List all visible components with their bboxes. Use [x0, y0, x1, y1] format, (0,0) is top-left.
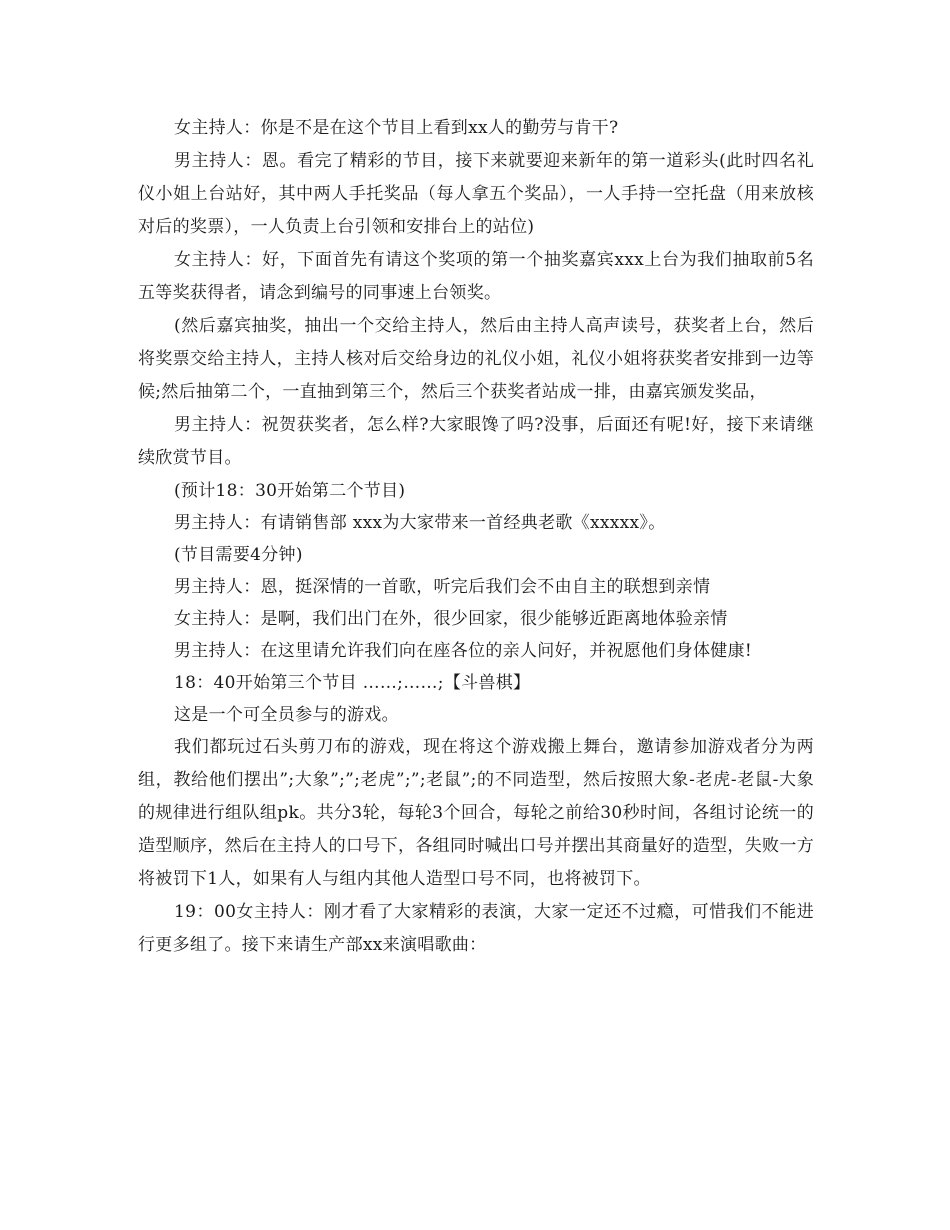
paragraph-5: 男主持人：祝贺获奖者，怎么样?大家眼馋了吗?没事，后面还有呢!好，接下来请继续欣赏节目。	[138, 415, 814, 468]
paragraph-13: 这是一个可全员参与的游戏。	[174, 705, 399, 725]
paragraph-9: 男主持人：恩，挺深情的一首歌，听完后我们会不由自主的联想到亲情	[174, 577, 711, 597]
document-page	[138, 112, 814, 962]
paragraph-12: 18：40开始第三个节目 ……;……;【斗兽棋】	[174, 673, 531, 693]
paragraph-1: 女主持人：你是不是在这个节目上看到xx人的勤劳与肯干?	[174, 118, 619, 138]
paragraph-7: 男主持人：有请销售部 xxx为大家带来一首经典老歌《xxxxx》。	[174, 513, 666, 533]
paragraph-4: (然后嘉宾抽奖，抽出一个交给主持人，然后由主持人高声读号，获奖者上台，然后将奖票交给主持人，主持人核对后交给身边的礼仪小姐，礼仪小姐将获奖者安排到一边等候;然后抽第二个，一直抽到第三个，然后三个获奖者站成一排，由嘉宾颁发奖品，	[138, 316, 814, 402]
paragraph-14: 我们都玩过石头剪刀布的游戏，现在将这个游戏搬上舞台，邀请参加游戏者分为两组，教给他们摆出”;大象”;”;老虎”;”;老鼠”;的不同造型，然后按照大象-老虎-老鼠-大象的规律进行组队组pk。共分3轮，每轮3个回合，每轮之前给30秒时间，各组讨论统一的造型顺序，然后在主持人的口号下，各组同时喊出口号并摆出其商量好的造型，失败一方将被罚下1人，如果有人与组内其他人造型口号不同，也将被罚下。	[138, 737, 814, 889]
paragraph-8: (节目需要4分钟)	[174, 545, 303, 565]
paragraph-10: 女主持人：是啊，我们出门在外，很少回家，很少能够近距离地体验亲情	[174, 609, 728, 629]
paragraph-2: 男主持人：恩。看完了精彩的节目，接下来就要迎来新年的第一道彩头(此时四名礼仪小姐上台站好，其中两人手托奖品（每人拿五个奖品），一人手持一空托盘（用来放核对后的奖票），一人负责上台引领和安排台上的站位)	[138, 151, 814, 237]
paragraph-6: (预计18：30开始第二个节目)	[174, 481, 406, 501]
paragraph-15: 19：00女主持人：刚才看了大家精彩的表演，大家一定还不过瘾，可惜我们不能进行更多组了。接下来请生产部xx来演唱歌曲：	[138, 902, 814, 955]
paragraph-11: 男主持人：在这里请允许我们向在座各位的亲人问好，并祝愿他们身体健康!	[174, 641, 753, 661]
paragraph-3: 女主持人：好，下面首先有请这个奖项的第一个抽奖嘉宾xxx上台为我们抽取前5名五等奖获得者，请念到编号的同事速上台领奖。	[138, 250, 814, 303]
